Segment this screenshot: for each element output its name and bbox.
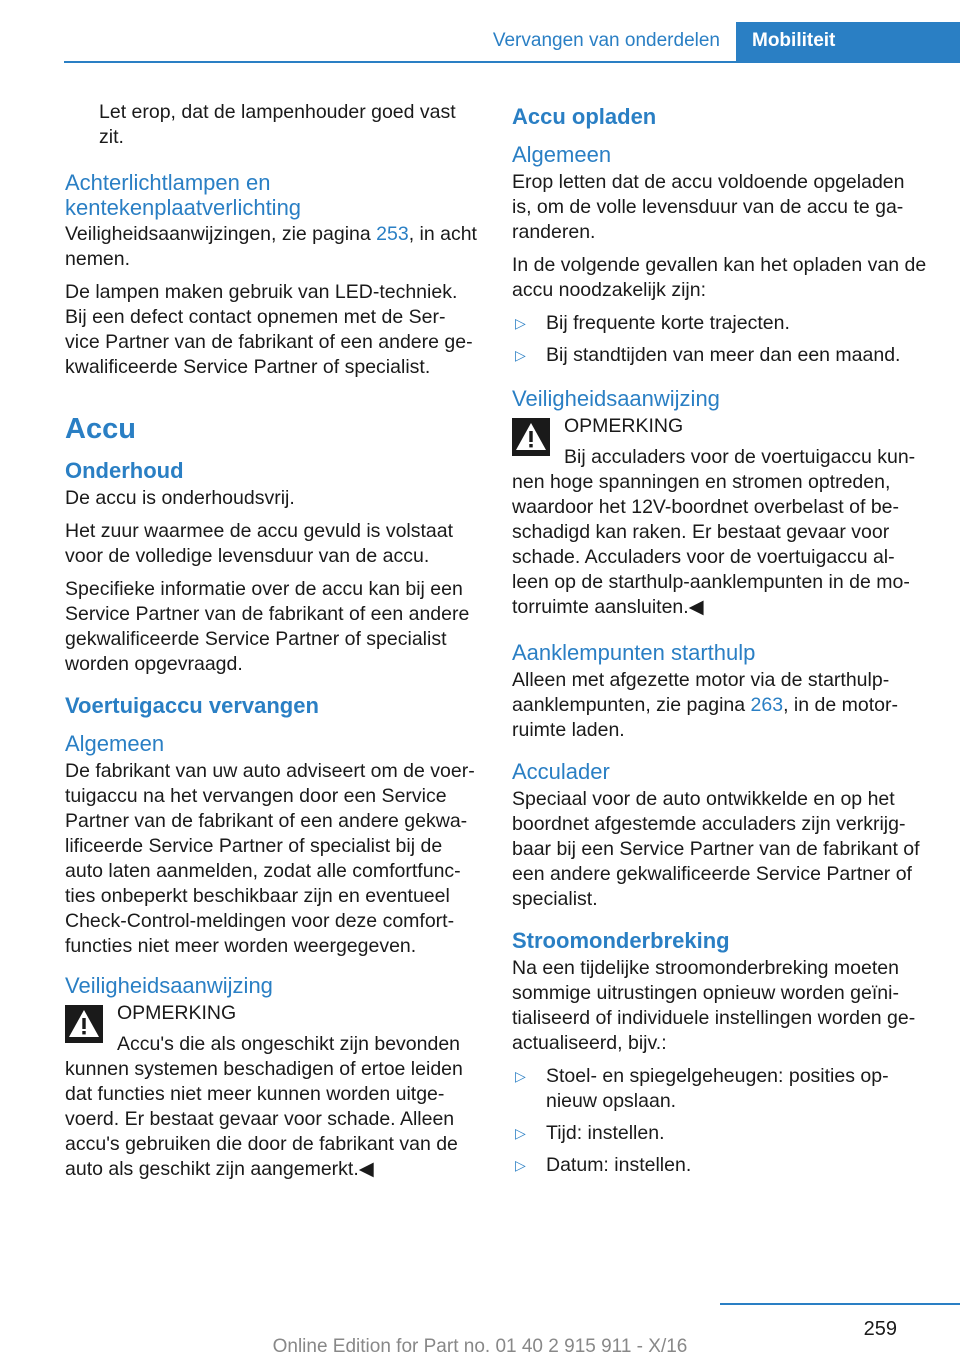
heading-achterlichtlampen: Achterlichtlampen en kentekenplaatverlichting: [65, 170, 302, 220]
page-number: 259: [863, 1318, 897, 1340]
heading-stroomonderbreking: Stroomonderbreking: [512, 928, 730, 953]
paragraph-stroomonderbreking: Na een tijdelijke stroomonderbreking moeten sommige uitrustingen opnieuw worden geïni- tialiseerd of individuele instellingen worden ge- actualiseerd, bijv.:: [512, 957, 916, 1054]
triangle-right-icon: ▷: [515, 347, 526, 363]
warning-block: [65, 1001, 477, 1182]
warning-text: kunnen systemen beschadigen of ertoe leiden dat functies niet meer kunnen worden uitge- voerd. Er bestaat gevaar voor schade. Alleen accu's gebruiken die door de fabrikant van de auto als geschikt zijn aangemerkt.◀: [65, 1058, 463, 1180]
left-column: [65, 100, 477, 1190]
list-item: ▷ Datum: instellen.: [515, 1154, 692, 1176]
intro-paragraph: Let erop, dat de lampenhouder goed vast zit.: [99, 101, 456, 148]
warning-text: nen hoge spanningen en stromen optreden, waardoor het 12V-boordnet overbelast of be- schadigd kan raken. Er bestaat gevaar voor schade. Acculaders voor de voertuigaccu al- leen op de starthulp-aanklempunten in de mo- torruimte aansluiten.◀: [512, 471, 910, 618]
list-item: ▷ Stoel- en spiegelgeheugen: posities op- nieuw opslaan.: [515, 1065, 889, 1112]
warning-block-right: [512, 414, 928, 620]
heading-algemeen-right: Algemeen: [512, 142, 612, 167]
edition-footer: Online Edition for Part no. 01 40 2 915 911 - X/16: [272, 1336, 688, 1357]
heading-onderhoud: Onderhoud: [65, 458, 184, 483]
heading-algemeen: Algemeen: [65, 731, 165, 756]
list-item: ▷ Bij frequente korte trajecten.: [515, 312, 790, 334]
paragraph-led: De lampen maken gebruik van LED-techniek. Bij een defect contact opnemen met de Ser- vice Partner van de fabrikant of een andere ge- kwalificeerde Service Partner of specialist.: [65, 281, 473, 378]
paragraph-onderhoud-2: Het zuur waarmee de accu gevuld is volstaat voor de volledige levensduur van de accu.: [65, 520, 454, 567]
warning-label: OPMERKING: [564, 415, 684, 437]
paragraph-safety-reference: Veiligheidsaanwijzingen, zie pagina 253, in acht nemen.: [65, 223, 477, 270]
heading-acculader: Acculader: [512, 759, 610, 784]
warning-triangle-icon: [65, 1005, 103, 1043]
triangle-right-icon: ▷: [515, 1068, 526, 1084]
triangle-right-icon: ▷: [515, 1157, 526, 1173]
paragraph-opladen-2: In de volgende gevallen kan het opladen van de accu noodzakelijk zijn:: [512, 254, 927, 301]
heading-accu: Accu: [65, 413, 136, 445]
header-chapter-tab: Mobiliteit: [736, 22, 960, 63]
list-item: ▷ Tijd: instellen.: [515, 1122, 665, 1144]
heading-veiligheidsaanwijzing-right: Veiligheidsaanwijzing: [512, 386, 720, 411]
list-item: ▷ Bij standtijden van meer dan een maand.: [515, 344, 901, 366]
header-section-title: Vervangen van onderdelen: [492, 30, 720, 51]
page-link-253[interactable]: 253: [376, 223, 409, 245]
bullet-list-opladen: [512, 311, 928, 368]
triangle-right-icon: ▷: [515, 1125, 526, 1141]
paragraph-algemeen: De fabrikant van uw auto adviseert om de voer- tuigaccu na het vervangen door een Service Partner van de fabrikant of een andere gekwa- lificeerde Service Partner of specialist bij de auto laten aanmelden, zodat alle comfortfunc- ties onbeperkt beschikbaar zijn en eventueel Check-Control-meldingen voor deze comfort- functies niet meer worden weergegeven.: [65, 760, 475, 957]
warning-triangle-icon: [512, 418, 550, 456]
paragraph-opladen-1: Erop letten dat de accu voldoende opgeladen is, om de volle levensduur van de accu te ga- randeren.: [512, 171, 905, 243]
paragraph-acculader: Speciaal voor de auto ontwikkelde en op het boordnet afgestemde acculaders zijn verkrijg- baar bij een Service Partner van de fabrikant of een andere gekwalificeerde Service Partner of specialist.: [512, 788, 920, 910]
triangle-right-icon: ▷: [515, 315, 526, 331]
right-column: [512, 100, 928, 1186]
warning-text-first-line: Bij acculaders voor de voertuigaccu kun-: [564, 446, 916, 468]
heading-voertuigaccu-vervangen: Voertuigaccu vervangen: [65, 693, 319, 718]
heading-aanklempunten: Aanklempunten starthulp: [512, 640, 756, 665]
heading-veiligheidsaanwijzing: Veiligheidsaanwijzing: [65, 973, 273, 998]
warning-label: OPMERKING: [117, 1002, 237, 1024]
paragraph-aanklempunten: Alleen met afgezette motor via de starthulp- aanklempunten, zie pagina 263, in de motor- ruimte laden.: [512, 669, 898, 741]
footer-rule: [720, 1303, 960, 1305]
paragraph-onderhoud-1: De accu is onderhoudsvrij.: [65, 487, 295, 509]
page-link-263[interactable]: 263: [750, 694, 784, 716]
heading-accu-opladen: Accu opladen: [512, 104, 657, 129]
paragraph-onderhoud-3: Specifieke informatie over de accu kan bij een Service Partner van de fabrikant of een andere gekwalificeerde Service Partner of specialist worden opgevraagd.: [65, 578, 470, 675]
bullet-list-stroom: [512, 1064, 928, 1178]
header-rule: [64, 61, 960, 63]
warning-text-first-line: Accu's die als ongeschikt zijn bevonden: [117, 1033, 461, 1055]
